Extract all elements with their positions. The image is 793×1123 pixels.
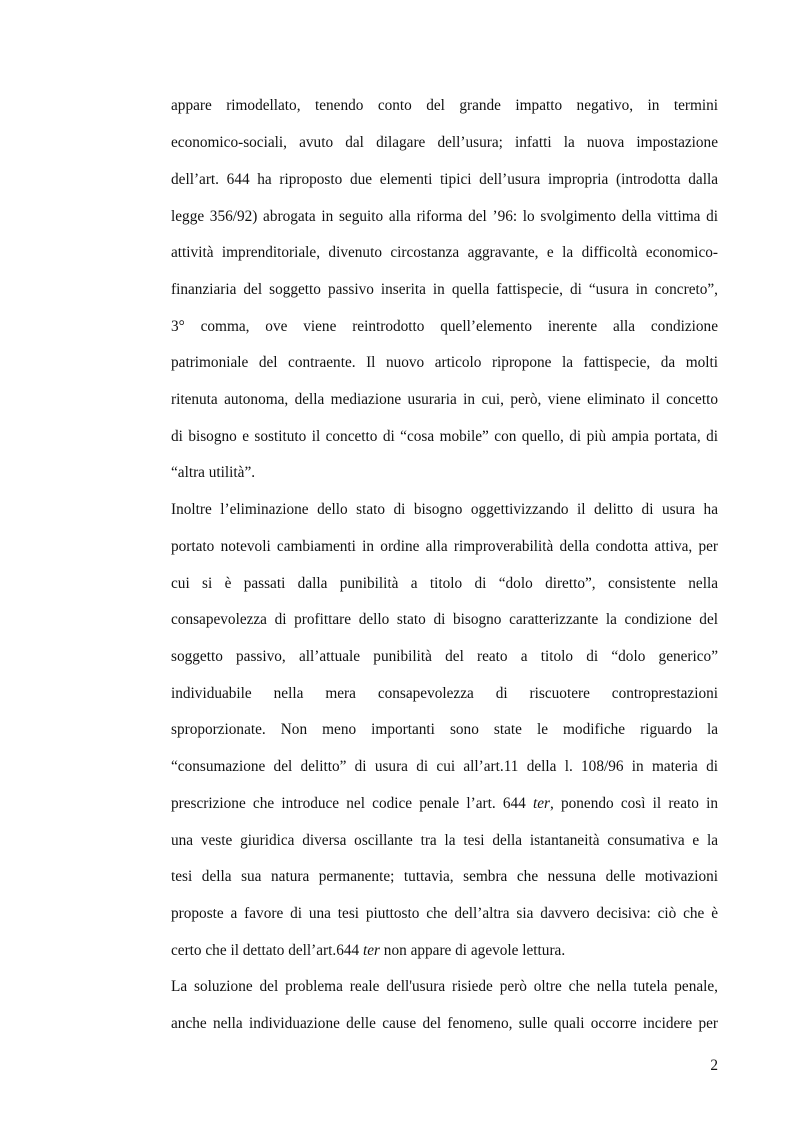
- text-run: certo che il dettato dell’art.644: [171, 942, 363, 959]
- text-line: attività imprenditoriale, divenuto circostanza aggravante, e la difficoltà economico-: [171, 244, 718, 261]
- text-line: cui si è passati dalla punibilità a titolo di “dolo diretto”, consistente nella: [171, 575, 718, 592]
- text-line: una veste giuridica diversa oscillante tra la tesi della istantaneità consumativa e la: [171, 832, 718, 849]
- text-run: non appare di agevole lettura.: [379, 942, 566, 959]
- text-line: soggetto passivo, all’attuale punibilità del reato a titolo di “dolo generico”: [171, 648, 718, 665]
- text-line: proposte a favore di una tesi piuttosto che dell’altra sia davvero decisiva: ciò che è: [171, 905, 718, 922]
- text-line: portato notevoli cambiamenti in ordine alla rimproverabilità della condotta attiva, per: [171, 538, 718, 555]
- text-line: “altra utilità”.: [171, 464, 256, 481]
- text-run: , ponendo così il reato in: [549, 795, 718, 812]
- text-line: La soluzione del problema reale dell'usura risiede però oltre che nella tutela penale,: [171, 978, 718, 995]
- text-line: appare rimodellato, tenendo conto del grande impatto negativo, in termini: [171, 97, 718, 114]
- page-number: 2: [710, 1057, 718, 1074]
- text-line: Inoltre l’eliminazione dello stato di bisogno oggettivizzando il delitto di usura ha: [171, 501, 718, 518]
- text-line: tesi della sua natura permanente; tuttavia, sembra che nessuna delle motivazioni: [171, 868, 718, 885]
- italic-term: ter: [532, 795, 550, 812]
- text-line: ritenuta autonoma, della mediazione usuraria in cui, però, viene eliminato il concetto: [171, 391, 718, 408]
- text-line: consapevolezza di profittare dello stato di bisogno caratterizzante la condizione del: [171, 611, 718, 628]
- text-line: “consumazione del delitto” di usura di cui all’art.11 della l. 108/96 in materia di: [171, 758, 718, 775]
- text-line: di bisogno e sostituto il concetto di “cosa mobile” con quello, di più ampia portata, di: [171, 428, 718, 445]
- text-line: 3° comma, ove viene reintrodotto quell’elemento inerente alla condizione: [171, 318, 718, 335]
- italic-term: ter: [362, 942, 380, 959]
- text-line: finanziaria del soggetto passivo inserita in quella fattispecie, di “usura in concreto”,: [171, 281, 718, 298]
- text-line: [171, 941, 718, 961]
- text-line: legge 356/92) abrogata in seguito alla riforma del ’96: lo svolgimento della vittima di: [171, 208, 718, 225]
- text-line: individuabile nella mera consapevolezza di riscuotere controprestazioni: [171, 685, 718, 702]
- text-run: prescrizione che introduce nel codice penale l’art. 644: [171, 795, 533, 812]
- text-line: economico-sociali, avuto dal dilagare dell’usura; infatti la nuova impostazione: [171, 134, 718, 151]
- text-line: patrimoniale del contraente. Il nuovo articolo ripropone la fattispecie, da molti: [171, 354, 718, 371]
- text-line: sproporzionate. Non meno importanti sono state le modifiche riguardo la: [171, 721, 718, 738]
- text-line: dell’art. 644 ha riproposto due elementi tipici dell’usura impropria (introdotta dalla: [171, 171, 718, 188]
- text-line: anche nella individuazione delle cause del fenomeno, sulle quali occorre incidere per: [171, 1015, 718, 1032]
- text-line: [171, 794, 718, 814]
